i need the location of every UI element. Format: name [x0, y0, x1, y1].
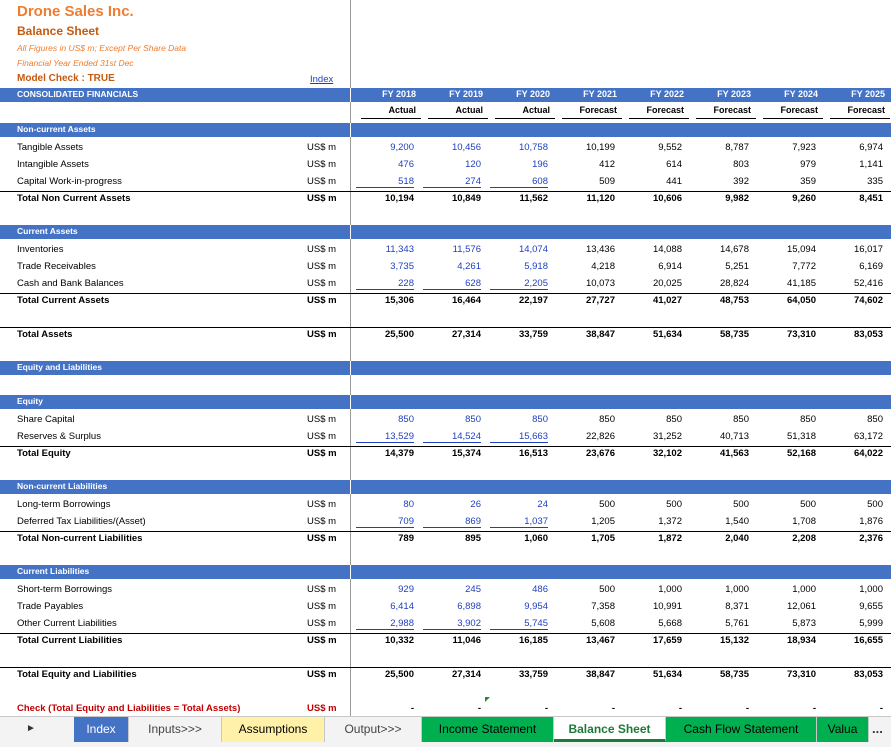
- cell-value[interactable]: 64,022: [853, 448, 883, 459]
- cell-value[interactable]: 28,824: [719, 278, 749, 289]
- cell-value[interactable]: 73,310: [786, 329, 816, 340]
- cell-value[interactable]: 1,705: [591, 533, 615, 544]
- cell-value[interactable]: 17,659: [652, 635, 682, 646]
- cell-value[interactable]: 22,826: [585, 431, 615, 442]
- cell-value[interactable]: 40,713: [719, 431, 749, 442]
- cell-value[interactable]: 33,759: [518, 669, 548, 680]
- row-label[interactable]: Reserves & Surplus: [17, 431, 101, 442]
- cell-value[interactable]: 10,199: [585, 142, 615, 153]
- cell-value[interactable]: 10,849: [451, 193, 481, 204]
- sheet-tab-bar: [0, 716, 891, 747]
- cell-value[interactable]: 48,753: [719, 295, 749, 306]
- cell-value[interactable]: 6,414: [390, 601, 414, 612]
- cell-value[interactable]: 33,759: [518, 329, 548, 340]
- tab-income-statement[interactable]: Income Statement: [422, 717, 554, 742]
- cell-value[interactable]: 9,552: [658, 142, 682, 153]
- figures-note: All Figures in US$ m; Except Per Share Data: [17, 43, 187, 53]
- cell-value[interactable]: 2,040: [725, 533, 749, 544]
- section-header-current-liabilities: [0, 565, 891, 579]
- row-label[interactable]: Total Assets: [17, 329, 73, 340]
- cell-value[interactable]: 869: [423, 516, 481, 528]
- tab-output[interactable]: Output>>>: [325, 717, 422, 742]
- cell-value[interactable]: 73,310: [786, 669, 816, 680]
- cell-value[interactable]: 16,464: [451, 295, 481, 306]
- cell-value[interactable]: 10,332: [384, 635, 414, 646]
- cell-value[interactable]: 27,314: [451, 669, 481, 680]
- table-row: [0, 190, 891, 207]
- cell-value[interactable]: 441: [666, 176, 682, 187]
- cell-comment-marker: [485, 697, 490, 702]
- cell-value[interactable]: 31,252: [652, 431, 682, 442]
- cell-value[interactable]: 1,000: [725, 584, 749, 595]
- bar-divider: [350, 480, 351, 494]
- cell-value[interactable]: 628: [423, 278, 481, 290]
- cell-value[interactable]: 26: [470, 499, 481, 510]
- table-row: [0, 513, 891, 530]
- cell-value[interactable]: 979: [800, 159, 816, 170]
- row-unit[interactable]: US$ m: [307, 669, 337, 680]
- row-label[interactable]: Total Current Liabilities: [17, 635, 123, 646]
- section-header-equity-liabilities: [0, 361, 891, 375]
- tab-cash-flow-statement[interactable]: Cash Flow Statement: [666, 717, 817, 742]
- section-title: Current Assets: [17, 226, 78, 236]
- cell-value[interactable]: 14,524: [423, 431, 481, 443]
- row-unit[interactable]: US$ m: [307, 533, 337, 544]
- section-title: Current Liabilities: [17, 566, 90, 576]
- cell-value[interactable]: 51,318: [786, 431, 816, 442]
- cell-value[interactable]: 608: [490, 176, 548, 188]
- cell-value[interactable]: 2,205: [490, 278, 548, 290]
- cell-value[interactable]: 16,513: [518, 448, 548, 459]
- cell-value[interactable]: 850: [867, 414, 883, 425]
- cell-value[interactable]: -: [611, 703, 615, 714]
- consolidated-label: CONSOLIDATED FINANCIALS: [17, 89, 139, 99]
- cell-value[interactable]: 929: [398, 584, 414, 595]
- cell-value[interactable]: 850: [465, 414, 481, 425]
- cell-value[interactable]: -: [745, 703, 749, 714]
- row-unit[interactable]: US$ m: [307, 295, 337, 306]
- row-label[interactable]: Cash and Bank Balances: [17, 278, 124, 289]
- table-row: [0, 496, 891, 513]
- underline: [629, 118, 689, 119]
- cell-value[interactable]: 10,456: [451, 142, 481, 153]
- cell-value[interactable]: -: [477, 703, 481, 714]
- cell-value[interactable]: 3,735: [390, 261, 414, 272]
- cell-value[interactable]: -: [879, 703, 883, 714]
- row-label[interactable]: Trade Payables: [17, 601, 84, 612]
- row-unit[interactable]: US$ m: [307, 635, 337, 646]
- row-label[interactable]: Tangible Assets: [17, 142, 84, 153]
- row-unit[interactable]: US$ m: [307, 261, 337, 272]
- cell-value[interactable]: 11,120: [586, 193, 615, 204]
- year-header: FY 2023: [717, 89, 751, 99]
- bar-divider: [350, 395, 351, 409]
- cell-value[interactable]: 16,655: [853, 635, 883, 646]
- row-label[interactable]: Trade Receivables: [17, 261, 96, 272]
- cell-value[interactable]: 18,934: [786, 635, 816, 646]
- table-row: [0, 615, 891, 632]
- period-type: Forecast: [780, 105, 818, 115]
- cell-value[interactable]: 32,102: [652, 448, 682, 459]
- cell-value[interactable]: 1,141: [859, 159, 883, 170]
- cell-value[interactable]: 63,172: [853, 431, 883, 442]
- cell-value[interactable]: 41,563: [719, 448, 749, 459]
- cell-value[interactable]: 500: [599, 499, 615, 510]
- cell-value[interactable]: 13,529: [356, 431, 414, 443]
- cell-value[interactable]: 27,314: [451, 329, 481, 340]
- underline: [830, 118, 890, 119]
- year-header: FY 2019: [449, 89, 483, 99]
- cell-value[interactable]: 9,982: [725, 193, 749, 204]
- table-row: [0, 139, 891, 156]
- column-header-bar: [0, 88, 891, 102]
- row-label[interactable]: Capital Work-in-progress: [17, 176, 122, 187]
- cell-value[interactable]: 500: [599, 584, 615, 595]
- table-row: [0, 156, 891, 173]
- cell-value[interactable]: 5,745: [490, 618, 548, 630]
- year-header: FY 2022: [650, 89, 684, 99]
- row-unit[interactable]: US$ m: [307, 431, 337, 442]
- row-unit[interactable]: US$ m: [307, 414, 337, 425]
- section-title: Non-current Liabilities: [17, 481, 108, 491]
- cell-value[interactable]: 500: [800, 499, 816, 510]
- year-header: FY 2025: [851, 89, 885, 99]
- cell-value[interactable]: 16,185: [518, 635, 548, 646]
- underline: [495, 118, 555, 119]
- cell-value[interactable]: 27,727: [585, 295, 615, 306]
- sheet-title: Balance Sheet: [17, 24, 100, 38]
- section-title: Equity: [17, 396, 43, 406]
- cell-value[interactable]: 11,343: [385, 244, 414, 255]
- cell-value[interactable]: 335: [867, 176, 883, 187]
- cell-value[interactable]: 52,416: [853, 278, 883, 289]
- cell-value[interactable]: 1,000: [859, 584, 883, 595]
- cell-value[interactable]: 2,376: [859, 533, 883, 544]
- bar-divider: [350, 225, 351, 239]
- cell-value[interactable]: 850: [800, 414, 816, 425]
- table-row: [0, 530, 891, 547]
- row-unit[interactable]: US$ m: [307, 448, 337, 459]
- underline: [763, 118, 823, 119]
- cell-value[interactable]: 6,169: [859, 261, 883, 272]
- table-row: [0, 173, 891, 190]
- cell-value[interactable]: 10,991: [652, 601, 682, 612]
- cell-value[interactable]: 803: [733, 159, 749, 170]
- cell-value[interactable]: 51,634: [652, 329, 682, 340]
- table-row: [0, 445, 891, 462]
- cell-value[interactable]: -: [410, 703, 414, 714]
- tab-index[interactable]: Index: [74, 717, 129, 742]
- row-unit[interactable]: US$ m: [307, 329, 337, 340]
- table-row: [0, 258, 891, 275]
- cell-value[interactable]: 15,663: [490, 431, 548, 443]
- row-unit[interactable]: US$ m: [307, 278, 337, 289]
- cell-value[interactable]: 25,500: [384, 669, 414, 680]
- cell-value[interactable]: 10,194: [384, 193, 414, 204]
- cell-value[interactable]: 1,037: [490, 516, 548, 528]
- cell-value[interactable]: 16,017: [853, 244, 883, 255]
- cell-value[interactable]: 4,261: [457, 261, 481, 272]
- cell-value[interactable]: 476: [398, 159, 414, 170]
- row-label[interactable]: Short-term Borrowings: [17, 584, 113, 595]
- cell-value[interactable]: 8,371: [725, 601, 749, 612]
- cell-value[interactable]: 412: [599, 159, 615, 170]
- table-row: [0, 700, 891, 716]
- cell-value[interactable]: 10,073: [585, 278, 615, 289]
- row-label[interactable]: Check (Total Equity and Liabilities = Total Assets): [17, 703, 241, 714]
- cell-value[interactable]: 1,372: [658, 516, 682, 527]
- period-type: Actual: [388, 105, 416, 115]
- row-unit[interactable]: US$ m: [307, 142, 337, 153]
- cell-value[interactable]: 850: [733, 414, 749, 425]
- year-header: FY 2024: [784, 89, 818, 99]
- section-header-equity: [0, 395, 891, 409]
- cell-value[interactable]: 9,260: [792, 193, 816, 204]
- fiscal-year-note: Financial Year Ended 31st Dec: [17, 58, 134, 68]
- cell-value[interactable]: 5,251: [725, 261, 749, 272]
- tab-assumptions[interactable]: Assumptions: [222, 717, 325, 742]
- cell-value[interactable]: 6,914: [658, 261, 682, 272]
- cell-value[interactable]: 14,088: [652, 244, 682, 255]
- cell-value[interactable]: 7,923: [792, 142, 816, 153]
- cell-value[interactable]: 5,761: [725, 618, 749, 629]
- cell-value[interactable]: 58,735: [719, 329, 749, 340]
- bar-divider: [350, 361, 351, 375]
- cell-value[interactable]: 1,876: [859, 516, 883, 527]
- cell-value[interactable]: 850: [666, 414, 682, 425]
- cell-value[interactable]: 196: [532, 159, 548, 170]
- cell-value[interactable]: 20,025: [652, 278, 682, 289]
- cell-value[interactable]: 6,898: [457, 601, 481, 612]
- model-check: Model Check : TRUE: [17, 73, 115, 84]
- row-unit[interactable]: US$ m: [307, 159, 337, 170]
- cell-value[interactable]: 11,562: [519, 193, 548, 204]
- period-type: Forecast: [713, 105, 751, 115]
- cell-value[interactable]: 245: [465, 584, 481, 595]
- cell-value[interactable]: 5,999: [859, 618, 883, 629]
- row-unit[interactable]: US$ m: [307, 703, 337, 714]
- table-row: [0, 598, 891, 615]
- cell-value[interactable]: 5,918: [524, 261, 548, 272]
- row-label[interactable]: Total Current Assets: [17, 295, 110, 306]
- cell-value[interactable]: 6,974: [859, 142, 883, 153]
- cell-value[interactable]: 7,772: [792, 261, 816, 272]
- cell-value[interactable]: 10,758: [518, 142, 548, 153]
- row-label[interactable]: Share Capital: [17, 414, 75, 425]
- cell-value[interactable]: 64,050: [786, 295, 816, 306]
- cell-value[interactable]: 58,735: [719, 669, 749, 680]
- cell-value[interactable]: 789: [398, 533, 414, 544]
- cell-value[interactable]: 38,847: [585, 329, 615, 340]
- row-unit[interactable]: US$ m: [307, 601, 337, 612]
- row-unit[interactable]: US$ m: [307, 193, 337, 204]
- index-link[interactable]: Index: [310, 74, 334, 85]
- underline: [361, 118, 421, 119]
- cell-value[interactable]: 52,168: [786, 448, 816, 459]
- cell-value[interactable]: 24: [537, 499, 548, 510]
- row-label[interactable]: Long-term Borrowings: [17, 499, 111, 510]
- cell-value[interactable]: 11,576: [452, 244, 481, 255]
- cell-value[interactable]: 1,000: [792, 584, 816, 595]
- cell-value[interactable]: 23,676: [585, 448, 615, 459]
- cell-value[interactable]: 1,540: [725, 516, 749, 527]
- table-row: [0, 241, 891, 258]
- cell-value[interactable]: 22,197: [518, 295, 548, 306]
- company-name: Drone Sales Inc.: [17, 3, 134, 20]
- row-unit[interactable]: US$ m: [307, 516, 337, 527]
- cell-value[interactable]: 74,602: [853, 295, 883, 306]
- cell-value[interactable]: 274: [423, 176, 481, 188]
- table-row: [0, 411, 891, 428]
- table-row: [0, 275, 891, 292]
- row-label[interactable]: Total Equity: [17, 448, 71, 459]
- cell-value[interactable]: 8,451: [859, 193, 883, 204]
- period-type: Forecast: [646, 105, 684, 115]
- cell-value[interactable]: 1,000: [658, 584, 682, 595]
- row-unit[interactable]: US$ m: [307, 176, 337, 187]
- tab-valuation[interactable]: Valua: [817, 717, 869, 742]
- tab-balance-sheet[interactable]: Balance Sheet: [554, 717, 666, 742]
- underline: [696, 118, 756, 119]
- cell-value[interactable]: 2,208: [792, 533, 816, 544]
- cell-value[interactable]: 850: [398, 414, 414, 425]
- table-row: [0, 428, 891, 445]
- section-title: Equity and Liabilities: [17, 362, 103, 372]
- cell-value[interactable]: 9,200: [390, 142, 414, 153]
- cell-value[interactable]: 41,185: [786, 278, 816, 289]
- cell-value[interactable]: 1,872: [658, 533, 682, 544]
- tab-inputs[interactable]: Inputs>>>: [129, 717, 222, 742]
- underline: [428, 118, 488, 119]
- row-label[interactable]: Inventories: [17, 244, 64, 255]
- cell-value[interactable]: 500: [733, 499, 749, 510]
- period-type: Forecast: [579, 105, 617, 115]
- cell-value[interactable]: 5,668: [658, 618, 682, 629]
- cell-value[interactable]: 15,094: [786, 244, 816, 255]
- cell-value[interactable]: 850: [599, 414, 615, 425]
- cell-value[interactable]: 5,873: [792, 618, 816, 629]
- cell-value[interactable]: -: [812, 703, 816, 714]
- cell-value[interactable]: 509: [599, 176, 615, 187]
- row-unit[interactable]: US$ m: [307, 584, 337, 595]
- cell-value[interactable]: 41,027: [652, 295, 682, 306]
- cell-value[interactable]: 9,655: [859, 601, 883, 612]
- section-header-non-current-liabilities: [0, 480, 891, 494]
- section-header-current-assets: [0, 225, 891, 239]
- cell-value[interactable]: 38,847: [585, 669, 615, 680]
- table-row: [0, 666, 891, 683]
- row-label[interactable]: Total Non-current Liabilities: [17, 533, 143, 544]
- cell-value[interactable]: 359: [800, 176, 816, 187]
- header-divider: [350, 88, 351, 102]
- cell-value[interactable]: 120: [465, 159, 481, 170]
- cell-value[interactable]: -: [544, 703, 548, 714]
- bar-divider: [350, 565, 351, 579]
- cell-value[interactable]: 14,074: [518, 244, 548, 255]
- cell-value[interactable]: 15,374: [451, 448, 481, 459]
- row-unit[interactable]: US$ m: [307, 499, 337, 510]
- row-unit[interactable]: US$ m: [307, 618, 337, 629]
- cell-value[interactable]: 14,678: [719, 244, 749, 255]
- cell-value[interactable]: -: [678, 703, 682, 714]
- cell-value[interactable]: 500: [867, 499, 883, 510]
- cell-value[interactable]: 392: [733, 176, 749, 187]
- cell-value[interactable]: 614: [666, 159, 682, 170]
- period-type: Forecast: [847, 105, 885, 115]
- period-type: Actual: [522, 105, 550, 115]
- cell-value[interactable]: 1,708: [792, 516, 816, 527]
- cell-value[interactable]: 51,634: [652, 669, 682, 680]
- row-label[interactable]: Intangible Assets: [17, 159, 89, 170]
- cell-value[interactable]: 7,358: [591, 601, 615, 612]
- cell-value[interactable]: 228: [356, 278, 414, 290]
- cell-value[interactable]: 709: [356, 516, 414, 528]
- section-title: Non-current Assets: [17, 124, 96, 134]
- cell-value[interactable]: 1,060: [524, 533, 548, 544]
- row-label[interactable]: Total Equity and Liabilities: [17, 669, 137, 680]
- row-unit[interactable]: US$ m: [307, 244, 337, 255]
- cell-value[interactable]: 83,053: [853, 669, 883, 680]
- cell-value[interactable]: 13,467: [585, 635, 615, 646]
- cell-value[interactable]: 25,500: [384, 329, 414, 340]
- cell-value[interactable]: 13,436: [585, 244, 615, 255]
- cell-value[interactable]: 80: [403, 499, 414, 510]
- row-label[interactable]: Total Non Current Assets: [17, 193, 131, 204]
- cell-value[interactable]: 10,606: [652, 193, 682, 204]
- cell-value[interactable]: 83,053: [853, 329, 883, 340]
- table-row: [0, 632, 891, 649]
- year-header: FY 2020: [516, 89, 550, 99]
- year-header: FY 2021: [583, 89, 617, 99]
- year-header: FY 2018: [382, 89, 416, 99]
- section-header-non-current-assets: [0, 123, 891, 137]
- cell-value[interactable]: 11,046: [452, 635, 481, 646]
- cell-value[interactable]: 14,379: [384, 448, 414, 459]
- cell-value[interactable]: 15,306: [384, 295, 414, 306]
- table-row: [0, 292, 891, 309]
- underline: [562, 118, 622, 119]
- table-row: [0, 326, 891, 343]
- more-tabs-icon[interactable]: ...: [872, 721, 883, 736]
- cell-value[interactable]: 4,218: [591, 261, 615, 272]
- cell-value[interactable]: 500: [666, 499, 682, 510]
- cell-value[interactable]: 12,061: [786, 601, 816, 612]
- bar-divider: [350, 123, 351, 137]
- cell-value[interactable]: 3,902: [423, 618, 481, 630]
- cell-value[interactable]: 15,132: [719, 635, 749, 646]
- cell-value[interactable]: 850: [532, 414, 548, 425]
- period-type: Actual: [455, 105, 483, 115]
- row-label[interactable]: Other Current Liabilities: [17, 618, 117, 629]
- row-label[interactable]: Deferred Tax Liabilities/(Asset): [17, 516, 146, 527]
- tab-scroll-right-icon[interactable]: ►: [26, 723, 36, 734]
- cell-value[interactable]: 5,608: [591, 618, 615, 629]
- cell-value[interactable]: 518: [356, 176, 414, 188]
- table-row: [0, 581, 891, 598]
- cell-value[interactable]: 486: [532, 584, 548, 595]
- cell-value[interactable]: 1,205: [591, 516, 615, 527]
- cell-value[interactable]: 895: [465, 533, 481, 544]
- cell-value[interactable]: 8,787: [725, 142, 749, 153]
- cell-value[interactable]: 2,988: [356, 618, 414, 630]
- cell-value[interactable]: 9,954: [524, 601, 548, 612]
